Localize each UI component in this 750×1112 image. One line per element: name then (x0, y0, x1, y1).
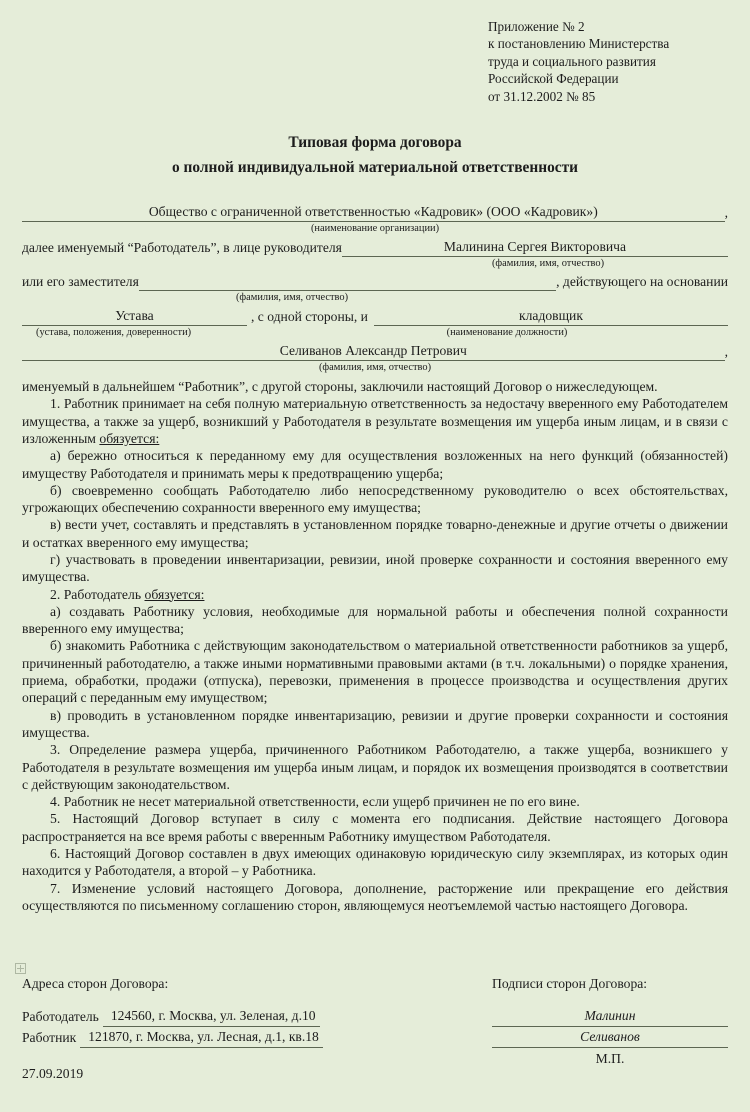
paragraph-3: 3. Определение размера ущерба, причиненного Работником Работодателю, а также ущерба, возникшего у Работодателя в результате возмещения им ущерба иным лицам, и порядок их возмещения производятся в соответствии с действующим законодательством. (22, 742, 728, 792)
signature-columns (22, 1006, 728, 1069)
position-field[interactable]: кладовщик (374, 307, 728, 326)
employee-name-caption: (фамилия, имя, отчество) (318, 362, 432, 374)
header-line-2: к постановлению Министерства (488, 36, 670, 52)
paragraph-1b: б) своевременно сообщать Работодателю либо непосредственному руководителю о всех обстоятельствах, угрожающих обеспечению сохранности вверенного ему имущества; (22, 482, 728, 516)
organization-field[interactable]: Общество с ограниченной ответственностью «Кадровик» (ООО «Кадровик») (22, 203, 725, 222)
header-line-4: Российской Федерации (488, 71, 619, 87)
deputy-name-caption: (фамилия, имя, отчество) (235, 292, 349, 304)
basis-field[interactable]: Устава (22, 307, 247, 326)
employee-name-row (22, 342, 728, 361)
deputy-prefix-label: или его заместителя (22, 274, 139, 290)
employer-address-field[interactable]: 124560, г. Москва, ул. Зеленая, д.10 (103, 1006, 320, 1027)
signature-section (22, 975, 728, 1069)
paragraph-1-text: 1. Работник принимает на себя полную материальную ответственность за недостачу вверенного ему Работодателем имущества, а также за ущерб, возникший у Работодателя в результате возмещения им ущерба иным лицам, и в связи с изложенным (22, 396, 728, 446)
deputy-caption-row (22, 291, 728, 304)
paragraph-1v: в) вести учет, составлять и представлять в установленном порядке товарно-денежные и другие отчеты о движении и остатках вверенного ему имущества; (22, 517, 728, 550)
title-line-1: Типовая форма договора (288, 134, 462, 152)
document-header (488, 18, 728, 105)
seal-mark-label: М.П. (595, 1051, 625, 1066)
employee-caption-row (22, 361, 728, 374)
employer-address-row (22, 1006, 492, 1027)
employee-signature-field[interactable]: Селиванов (492, 1027, 728, 1048)
employee-name-field[interactable]: Селиванов Александр Петрович (22, 342, 725, 361)
basis-middle-label: , с одной стороны, и (251, 309, 368, 325)
paragraph-1a: а) бережно относиться к переданному ему для осуществления возложенных на него функций (обязанностей) имуществу Работодателя и принимать меры к предотвращению ущерба; (22, 448, 728, 481)
document-title (22, 131, 728, 179)
signatures-column (492, 1006, 728, 1069)
paragraph-intro: именуемый в дальнейшем “Работник”, с другой стороны, заключили настоящий Договор о нижеследующем. (22, 379, 658, 395)
employee-address-field[interactable]: 121870, г. Москва, ул. Лесная, д.1, кв.18 (80, 1027, 323, 1048)
header-line-3: труда и социального развития (488, 53, 656, 69)
employer-head-row (22, 238, 728, 257)
organization-row (22, 203, 728, 222)
employer-signature-field[interactable]: Малинин (492, 1006, 728, 1027)
paragraph-5: 5. Настоящий Договор вступает в силу с момента его подписания. Действие настоящего Договора распространяется на все время работы с вверенным Работнику имуществом Работодателя. (22, 811, 728, 844)
position-caption: (наименование должности) (446, 327, 568, 339)
addresses-heading: Адреса сторон Договора: (22, 976, 169, 991)
head-name-caption: (фамилия, имя, отчество) (491, 258, 605, 270)
paragraph-6: 6. Настоящий Договор составлен в двух имеющих одинаковую юридическую силу экземплярах, из которых один находится у Работодателя, а второй – у Работника. (22, 846, 728, 879)
paragraph-2v: в) проводить в установленном порядке инвентаризацию, ревизии и другие проверки сохранности и состояния имущества. (22, 707, 728, 740)
paragraph-2b: б) знакомить Работника с действующим законодательством о материальной ответственности работников за ущерб, причиненный работодателю, а также иными нормативными правовыми актами (в т.ч. локальными) о порядке хранения, приема, обработки, продажи (отпуска), перевозки, применения в процессе производства и осуществления других операций с переданным ему имуществом; (22, 638, 728, 706)
employee-comma: , (724, 344, 728, 360)
head-name-field[interactable]: Малинина Сергея Викторовича (342, 238, 728, 257)
header-line-5: от 31.12.2002 № 85 (488, 88, 596, 104)
addresses-column (22, 1006, 492, 1069)
paragraph-1-obliges: обязуется: (99, 430, 160, 446)
paragraph-2a: а) создавать Работнику условия, необходимые для нормальной работы и обеспечения полной сохранности вверенного ему имущества; (22, 603, 728, 637)
employer-address-label: Работодатель (22, 1009, 99, 1024)
basis-position-caption-row (22, 326, 728, 339)
signature-headings-row (22, 975, 728, 992)
paragraph-2 (22, 586, 728, 603)
form-fields-area (22, 203, 728, 374)
paragraph-2-obliges: обязуется: (144, 586, 205, 602)
organization-comma: , (724, 205, 728, 221)
employer-prefix-label: далее именуемый “Работодатель”, в лице руководителя (22, 240, 342, 256)
deputy-row (22, 273, 728, 291)
organization-caption: (наименование организации) (310, 223, 440, 235)
contract-body (22, 378, 728, 914)
paragraph-1g: г) участвовать в проведении инвентаризации, ревизии, иной проверке сохранности и состояния вверенного ему имущества. (22, 552, 728, 585)
basis-caption: (устава, положения, доверенности) (36, 327, 192, 339)
paragraph-2-text: 2. Работодатель (50, 586, 145, 602)
basis-position-row (22, 307, 728, 326)
paragraph-7: 7. Изменение условий настоящего Договора, дополнение, расторжение или прекращение его действия осуществляются по письменному соглашению сторон, являющемуся неотъемлемой частью настоящего Договора. (22, 880, 728, 913)
document-date: 27.09.2019 (22, 1066, 84, 1081)
organization-caption-row (22, 222, 728, 235)
employee-address-label: Работник (22, 1030, 77, 1045)
paragraph-1 (22, 395, 728, 447)
paragraph-4: 4. Работник не несет материальной ответственности, если ущерб причинен не по его вине. (50, 794, 580, 810)
title-line-2: о полной индивидуальной материальной ответственности (171, 159, 579, 177)
employee-address-row (22, 1027, 492, 1048)
header-line-1: Приложение № 2 (488, 19, 585, 34)
object-anchor-icon (15, 963, 26, 974)
deputy-tail-label: , действующего на основании (556, 274, 728, 290)
head-caption-row (22, 257, 728, 270)
signatures-heading: Подписи сторон Договора: (492, 976, 648, 991)
